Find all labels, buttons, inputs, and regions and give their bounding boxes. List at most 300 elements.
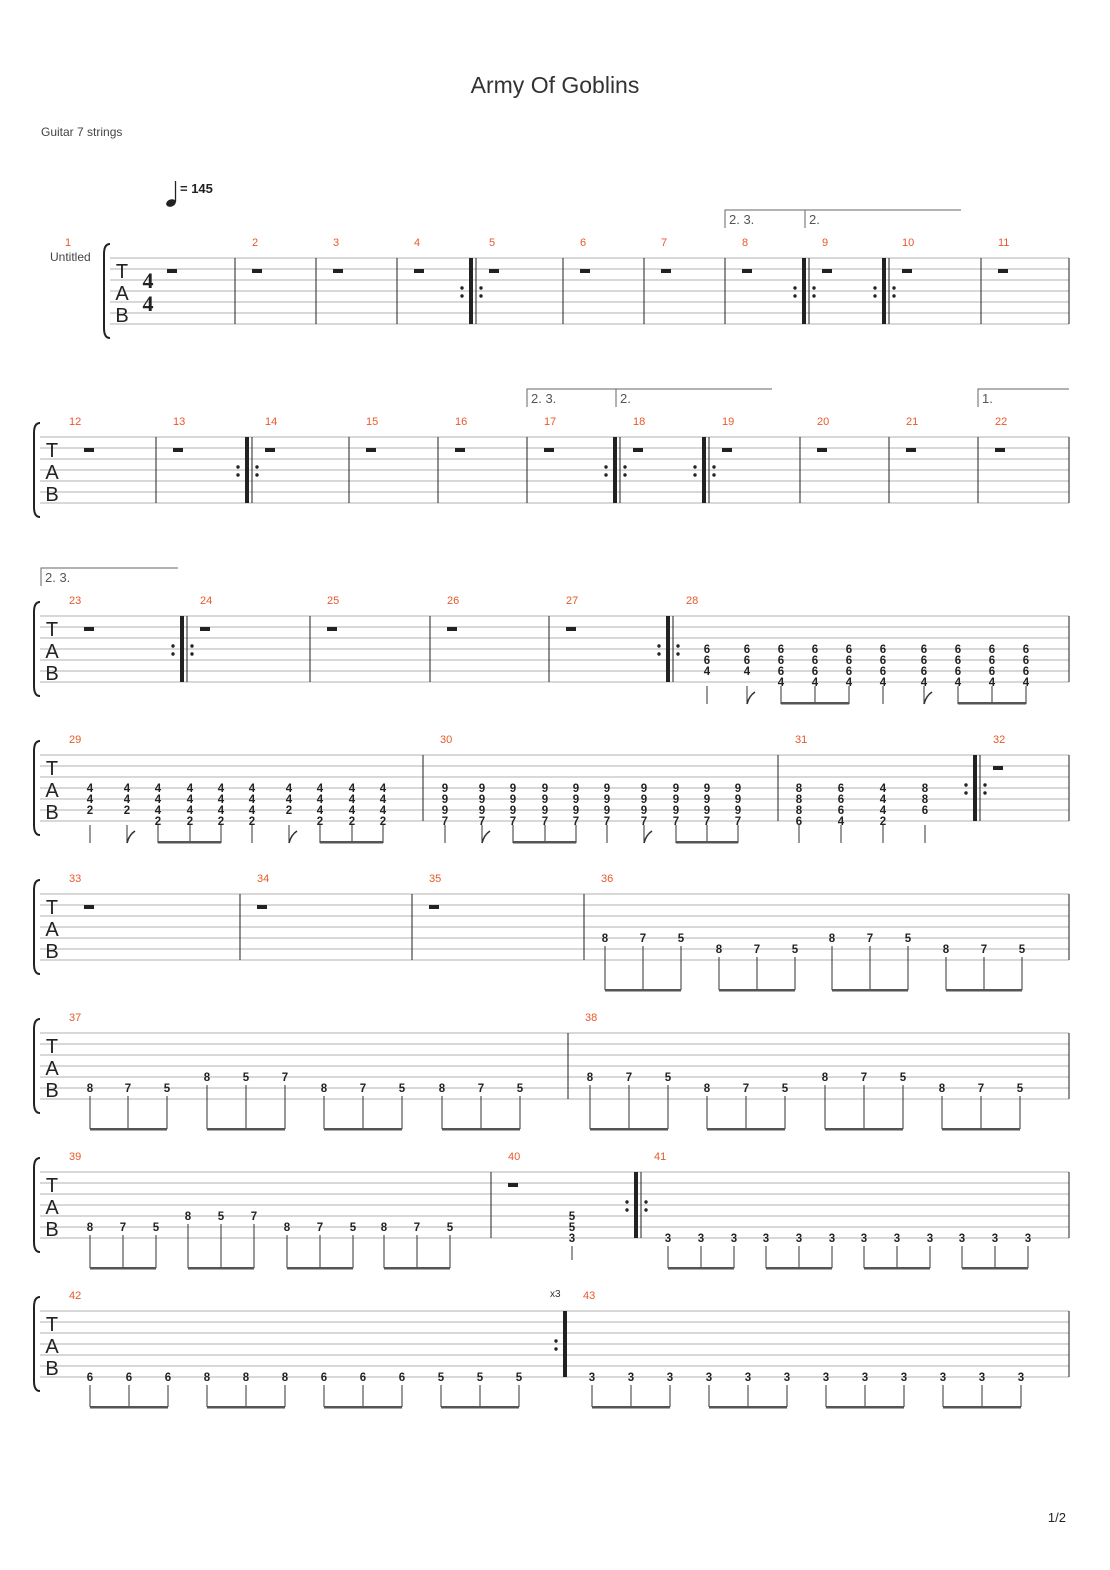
fret-number: 9: [734, 805, 742, 817]
measure-number: 35: [429, 873, 442, 885]
fret-number: 7: [742, 1083, 750, 1095]
tab-clef-letter: T: [45, 758, 59, 780]
measure-number: 42: [69, 1290, 82, 1302]
measure-number: 41: [654, 1151, 667, 1163]
fret-number: 2: [86, 805, 94, 817]
fret-number: 5: [516, 1083, 524, 1095]
measure-number: 33: [69, 873, 82, 885]
measure-number: 27: [566, 595, 579, 607]
note-beam: [441, 1406, 519, 1409]
fret-number: 6: [845, 666, 853, 678]
note-beam: [384, 1267, 450, 1270]
repeat-dot: [236, 465, 239, 468]
fret-number: 8: [281, 1372, 289, 1384]
measure-number: 3: [333, 237, 340, 249]
page-number: 1/2: [1047, 1510, 1066, 1525]
repeat-dot: [190, 652, 193, 655]
whole-rest: [414, 269, 424, 273]
fret-number: 9: [672, 794, 680, 806]
measure-number: 18: [633, 416, 646, 428]
fret-number: 4: [879, 805, 887, 817]
fret-number: 4: [316, 783, 324, 795]
note-beam: [592, 1406, 670, 1409]
repeat-dot: [554, 1347, 557, 1350]
fret-number: 6: [777, 644, 785, 656]
repeat-dot: [793, 286, 796, 289]
fret-number: 3: [730, 1233, 738, 1245]
repeat-dot: [873, 294, 876, 297]
fret-number: 4: [348, 783, 356, 795]
fret-number: 4: [248, 794, 256, 806]
repeat-dot: [236, 473, 239, 476]
whole-rest: [84, 627, 94, 631]
tab-clef-letter: T: [45, 619, 59, 641]
fret-number: 5: [515, 1372, 523, 1384]
fret-number: 3: [822, 1372, 830, 1384]
fret-number: 6: [920, 644, 928, 656]
fret-number: 3: [900, 1372, 908, 1384]
tab-clef-letter: A: [45, 641, 59, 663]
fret-number: 5: [568, 1222, 576, 1234]
fret-number: 8: [438, 1083, 446, 1095]
whole-rest: [822, 269, 832, 273]
measure-number: 32: [993, 734, 1006, 746]
whole-rest: [661, 269, 671, 273]
fret-number: 7: [603, 816, 611, 828]
fret-number: 8: [795, 794, 803, 806]
fret-number: 6: [845, 655, 853, 667]
fret-number: 3: [588, 1372, 596, 1384]
fret-number: 7: [124, 1083, 132, 1095]
note-beam: [287, 1267, 353, 1270]
fret-number: 4: [920, 677, 928, 689]
fret-number: 7: [478, 816, 486, 828]
fret-number: 5: [791, 944, 799, 956]
fret-number: 6: [837, 805, 845, 817]
fret-number: 2: [285, 805, 293, 817]
measure-number: 16: [455, 416, 468, 428]
fret-number: 4: [285, 794, 293, 806]
repeat-dot: [171, 644, 174, 647]
fret-number: 2: [186, 816, 194, 828]
measure-number: 39: [69, 1151, 82, 1163]
fret-number: 4: [703, 666, 711, 678]
fret-number: 3: [860, 1233, 868, 1245]
repeat-dot: [793, 294, 796, 297]
note-beam: [324, 1406, 402, 1409]
fret-number: 8: [86, 1222, 94, 1234]
track-name: Untitled: [50, 250, 91, 264]
tab-clef-letter: A: [45, 462, 59, 484]
fret-number: 3: [762, 1233, 770, 1245]
repeat-dot: [625, 1200, 628, 1203]
whole-rest: [998, 269, 1008, 273]
fret-number: 5: [899, 1072, 907, 1084]
fret-number: 4: [845, 677, 853, 689]
volta-bracket: [805, 210, 961, 228]
fret-number: 9: [734, 783, 742, 795]
fret-number: 2: [379, 816, 387, 828]
fret-number: 9: [672, 805, 680, 817]
system-bracket: [34, 602, 40, 696]
fret-number: 3: [627, 1372, 635, 1384]
tab-clef-letter: T: [45, 440, 59, 462]
measure-number: 43: [583, 1290, 596, 1302]
fret-number: 4: [186, 783, 194, 795]
fret-number: 6: [777, 655, 785, 667]
repeat-dot: [604, 473, 607, 476]
fret-number: 7: [509, 816, 517, 828]
volta-label: 2. 3.: [531, 391, 557, 406]
fret-number: 3: [991, 1233, 999, 1245]
fret-number: 4: [879, 794, 887, 806]
fret-number: 4: [379, 794, 387, 806]
fret-number: 4: [154, 783, 162, 795]
whole-rest: [902, 269, 912, 273]
fret-number: 6: [164, 1372, 172, 1384]
whole-rest: [508, 1183, 518, 1187]
note-beam: [605, 989, 681, 992]
measure-number: 28: [686, 595, 699, 607]
fret-number: 4: [248, 783, 256, 795]
fret-number: 5: [664, 1072, 672, 1084]
fret-number: 7: [572, 816, 580, 828]
fret-number: 9: [478, 805, 486, 817]
whole-rest: [257, 905, 267, 909]
measure-number: 29: [69, 734, 82, 746]
note-beam: [719, 989, 795, 992]
fret-number: 4: [777, 677, 785, 689]
fret-number: 6: [954, 644, 962, 656]
fret-number: 4: [217, 783, 225, 795]
whole-rest: [429, 905, 439, 909]
fret-number: 6: [703, 655, 711, 667]
fret-number: 8: [715, 944, 723, 956]
measure-number: 26: [447, 595, 460, 607]
fret-number: 9: [640, 805, 648, 817]
repeat-dot: [657, 644, 660, 647]
note-beam: [676, 841, 738, 844]
repeat-dot: [892, 286, 895, 289]
fret-number: 2: [123, 805, 131, 817]
system-bracket: [34, 880, 40, 974]
repeat-dot: [623, 465, 626, 468]
whole-rest: [333, 269, 343, 273]
fret-number: 2: [879, 816, 887, 828]
measure-number: 13: [173, 416, 186, 428]
repeat-thick-bar: [702, 437, 706, 503]
fret-number: 7: [640, 816, 648, 828]
fret-number: 6: [920, 655, 928, 667]
note-beam: [942, 1128, 1020, 1131]
repeat-thick-bar: [180, 616, 184, 682]
note-beam: [864, 1267, 930, 1270]
fret-number: 7: [541, 816, 549, 828]
fret-number: 6: [811, 655, 819, 667]
tab-clef-letter: A: [45, 1197, 59, 1219]
fret-number: 7: [477, 1083, 485, 1095]
tab-clef-letter: A: [45, 1058, 59, 1080]
fret-number: 5: [781, 1083, 789, 1095]
tab-clef-letter: A: [115, 283, 129, 305]
repeat-dot: [657, 652, 660, 655]
tab-clef-letter: B: [45, 663, 59, 685]
fret-number: 6: [359, 1372, 367, 1384]
whole-rest: [252, 269, 262, 273]
note-beam: [90, 1267, 156, 1270]
fret-number: 9: [509, 805, 517, 817]
tab-clef-letter: B: [45, 484, 59, 506]
fret-number: 9: [572, 805, 580, 817]
tab-clef-letter: T: [45, 1314, 59, 1336]
tab-clef-letter: A: [45, 780, 59, 802]
fret-number: 9: [541, 805, 549, 817]
fret-number: 6: [703, 644, 711, 656]
measure-number: 22: [995, 416, 1008, 428]
measure-number: 21: [906, 416, 919, 428]
fret-number: 4: [379, 805, 387, 817]
note-beam: [188, 1267, 254, 1270]
time-signature-top: 4: [142, 268, 154, 293]
fret-number: 6: [1022, 644, 1030, 656]
fret-number: 9: [603, 805, 611, 817]
fret-number: 6: [777, 666, 785, 678]
measure-number: 40: [508, 1151, 521, 1163]
note-beam: [668, 1267, 734, 1270]
fret-number: 3: [664, 1233, 672, 1245]
fret-number: 8: [86, 1083, 94, 1095]
volta-label: 2.: [620, 391, 631, 406]
repeat-dot: [255, 465, 258, 468]
measure-number: 17: [544, 416, 557, 428]
tab-clef-letter: A: [45, 1336, 59, 1358]
fret-number: 9: [672, 783, 680, 795]
repeat-dot: [812, 286, 815, 289]
fret-number: 4: [217, 794, 225, 806]
fret-number: 2: [348, 816, 356, 828]
fret-number: 4: [379, 783, 387, 795]
fret-number: 7: [977, 1083, 985, 1095]
eighth-flag: [127, 831, 135, 843]
fret-number: 6: [954, 655, 962, 667]
eighth-flag: [644, 831, 652, 843]
repeat-dot: [190, 644, 193, 647]
measure-number: 12: [69, 416, 82, 428]
fret-number: 4: [348, 805, 356, 817]
fret-number: 4: [879, 783, 887, 795]
measure-number: 19: [722, 416, 735, 428]
repeat-dot: [479, 286, 482, 289]
fret-number: 4: [154, 794, 162, 806]
repeat-dot: [693, 465, 696, 468]
fret-number: 6: [86, 1372, 94, 1384]
fret-number: 6: [879, 666, 887, 678]
volta-label: 2. 3.: [729, 212, 755, 227]
fret-number: 4: [954, 677, 962, 689]
fret-number: 9: [441, 794, 449, 806]
fret-number: 9: [703, 783, 711, 795]
measure-number: 11: [998, 237, 1010, 249]
repeat-thick-bar: [563, 1311, 567, 1377]
fret-number: 3: [828, 1233, 836, 1245]
measure-number: 23: [69, 595, 82, 607]
whole-rest: [167, 269, 177, 273]
fret-number: 9: [640, 794, 648, 806]
measure-number: 25: [327, 595, 340, 607]
note-beam: [513, 841, 576, 844]
fret-number: 4: [123, 783, 131, 795]
tempo-label: = 145: [180, 181, 213, 196]
fret-number: 6: [988, 644, 996, 656]
tab-clef-letter: A: [45, 919, 59, 941]
whole-rest: [544, 448, 554, 452]
tab-clef-letter: B: [45, 802, 59, 824]
fret-number: 5: [476, 1372, 484, 1384]
repeat-dot: [554, 1339, 557, 1342]
tab-clef-letter: B: [45, 941, 59, 963]
fret-number: 3: [795, 1233, 803, 1245]
note-beam: [832, 989, 908, 992]
fret-number: 4: [988, 677, 996, 689]
whole-rest: [200, 627, 210, 631]
fret-number: 3: [1024, 1233, 1032, 1245]
fret-number: 9: [572, 783, 580, 795]
repeat-thick-bar: [634, 1172, 638, 1238]
note-beam: [825, 1128, 903, 1131]
fret-number: 7: [441, 816, 449, 828]
note-beam: [207, 1406, 285, 1409]
fret-number: 5: [904, 933, 912, 945]
fret-number: 9: [572, 794, 580, 806]
fret-number: 3: [939, 1372, 947, 1384]
fret-number: 9: [734, 794, 742, 806]
note-beam: [946, 989, 1022, 992]
fret-number: 9: [603, 783, 611, 795]
fret-number: 2: [217, 816, 225, 828]
fret-number: 5: [349, 1222, 357, 1234]
fret-number: 3: [958, 1233, 966, 1245]
repeat-dot: [623, 473, 626, 476]
eighth-flag: [747, 692, 755, 704]
whole-rest: [993, 766, 1003, 770]
fret-number: 7: [250, 1211, 258, 1223]
fret-number: 8: [703, 1083, 711, 1095]
note-beam: [958, 702, 1026, 705]
fret-number: 5: [163, 1083, 171, 1095]
eighth-flag: [924, 692, 932, 704]
repeat-thick-bar: [882, 258, 886, 324]
fret-number: 8: [184, 1211, 192, 1223]
fret-number: 4: [248, 805, 256, 817]
measure-number: 5: [489, 237, 496, 249]
fret-number: 7: [413, 1222, 421, 1234]
fret-number: 5: [446, 1222, 454, 1234]
whole-rest: [489, 269, 499, 273]
repeat-dot: [644, 1200, 647, 1203]
fret-number: 8: [942, 944, 950, 956]
fret-number: 3: [1017, 1372, 1025, 1384]
fret-number: 3: [783, 1372, 791, 1384]
fret-number: 5: [1018, 944, 1026, 956]
fret-number: 8: [601, 933, 609, 945]
fret-number: 9: [478, 783, 486, 795]
measure-number: 9: [822, 237, 829, 249]
tab-clef-letter: B: [115, 305, 129, 327]
fret-number: 7: [703, 816, 711, 828]
repeat-thick-bar: [666, 616, 670, 682]
fret-number: 6: [879, 655, 887, 667]
fret-number: 2: [316, 816, 324, 828]
fret-number: 4: [285, 783, 293, 795]
fret-number: 4: [316, 794, 324, 806]
repeat-dot: [676, 652, 679, 655]
measure-number: 2: [252, 237, 259, 249]
fret-number: 6: [920, 666, 928, 678]
repeat-thick-bar: [613, 437, 617, 503]
fret-number: 8: [203, 1072, 211, 1084]
volta-label: 2.: [809, 212, 820, 227]
fret-number: 6: [125, 1372, 133, 1384]
fret-number: 9: [441, 783, 449, 795]
note-beam: [90, 1406, 168, 1409]
volta-label: 2. 3.: [45, 570, 71, 585]
fret-number: 8: [380, 1222, 388, 1234]
fret-number: 9: [441, 805, 449, 817]
system-bracket: [34, 1297, 40, 1391]
repeat-dot: [712, 473, 715, 476]
system-bracket: [34, 741, 40, 835]
fret-number: 4: [217, 805, 225, 817]
fret-number: 2: [154, 816, 162, 828]
fret-number: 5: [152, 1222, 160, 1234]
tab-clef-letter: T: [115, 261, 129, 283]
fret-number: 6: [921, 805, 929, 817]
system-bracket: [34, 1019, 40, 1113]
fret-number: 9: [541, 783, 549, 795]
fret-number: 9: [703, 805, 711, 817]
fret-number: 8: [921, 783, 929, 795]
fret-number: 8: [795, 805, 803, 817]
fret-number: 9: [509, 783, 517, 795]
measure-number: 24: [200, 595, 213, 607]
fret-number: 6: [1022, 666, 1030, 678]
fret-number: 3: [705, 1372, 713, 1384]
whole-rest: [455, 448, 465, 452]
whole-rest: [817, 448, 827, 452]
whole-rest: [366, 448, 376, 452]
system-bracket: [34, 1158, 40, 1252]
whole-rest: [742, 269, 752, 273]
fret-number: 4: [837, 816, 845, 828]
fret-number: 8: [828, 933, 836, 945]
fret-number: 5: [437, 1372, 445, 1384]
note-beam: [766, 1267, 832, 1270]
whole-rest: [566, 627, 576, 631]
time-signature-bottom: 4: [142, 291, 154, 316]
fret-number: 4: [316, 805, 324, 817]
system-bracket: [34, 423, 40, 517]
note-beam: [962, 1267, 1028, 1270]
tab-clef-letter: T: [45, 1036, 59, 1058]
note-beam: [158, 841, 221, 844]
fret-number: 3: [666, 1372, 674, 1384]
eighth-flag: [482, 831, 490, 843]
fret-number: 7: [281, 1072, 289, 1084]
fret-number: 6: [320, 1372, 328, 1384]
whole-rest: [265, 448, 275, 452]
fret-number: 6: [811, 644, 819, 656]
note-beam: [207, 1128, 285, 1131]
